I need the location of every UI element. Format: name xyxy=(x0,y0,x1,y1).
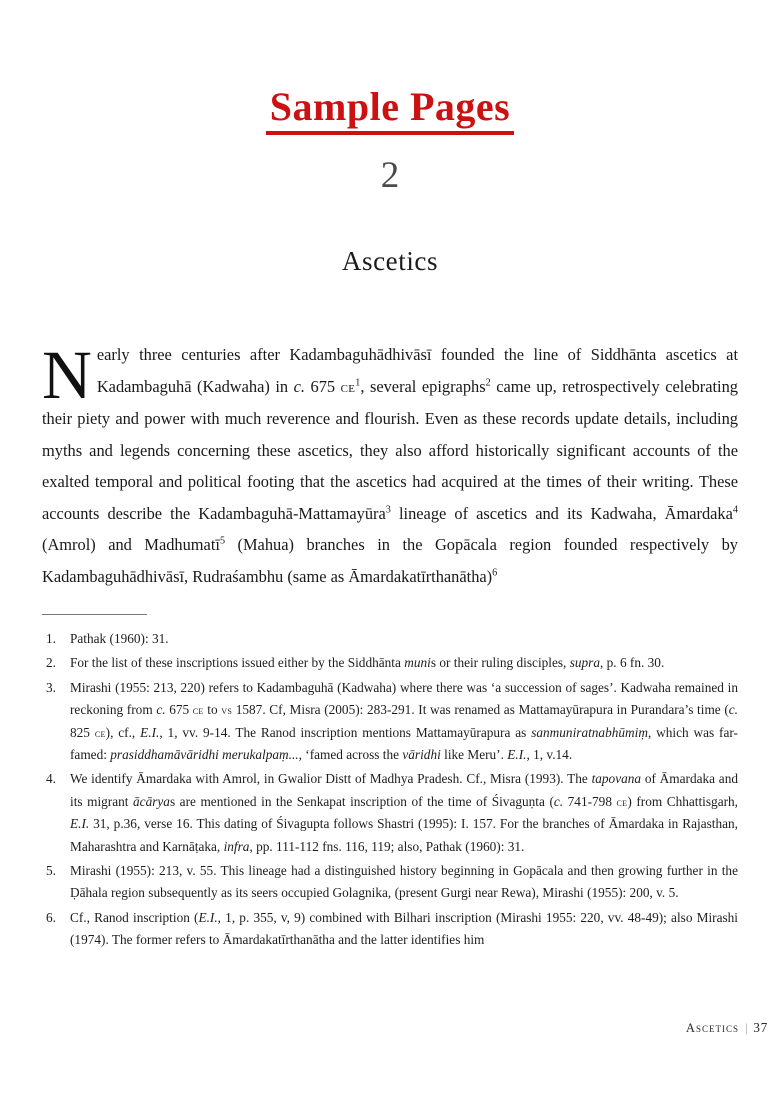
footnote-text: 31, p.36, verse 16. This dating of Śivagupta follows Shastri (1995): I. 157. For the branches of Āmardaka in Rajasthan, Maharashtra and Karnāṭaka, xyxy=(70,816,738,854)
chapter-title: Ascetics xyxy=(341,246,439,276)
footnote-text-italic: muni xyxy=(404,655,431,671)
body-block xyxy=(42,277,738,592)
footnote-text-smallcaps: vs xyxy=(221,703,233,718)
footnote-text: 675 xyxy=(165,702,193,718)
footnote-text: 741-798 xyxy=(563,793,617,809)
running-head: Ascetics xyxy=(685,1021,739,1035)
chapter-number: 2 xyxy=(380,155,400,196)
footnote-text-italic: c. xyxy=(728,702,738,718)
footnote-number: 5. xyxy=(46,863,56,879)
footnote-text: For the list of these inscriptions issued either by the Siddhānta xyxy=(70,655,405,671)
footnote-number: 2. xyxy=(46,655,56,671)
footnote-text-smallcaps: ce xyxy=(94,725,106,740)
footnote-text: ) from Chhattisgarh, xyxy=(627,793,739,809)
body-segment: 675 xyxy=(304,376,341,396)
sample-pages-label: Sample Pages xyxy=(266,86,514,135)
footnote-text: We identify Āmardaka with Amrol, in Gwalior Distt of Madhya Pradesh. Cf., Misra (1993). The xyxy=(70,771,592,787)
footnote-text: , which was far-famed: xyxy=(70,724,738,763)
footer-separator: | xyxy=(744,1021,749,1035)
body-paragraph xyxy=(42,339,738,592)
footnote-number: 1. xyxy=(46,631,56,646)
footnote-text-italic: c. xyxy=(553,793,564,809)
footnote-marker-5: 5 xyxy=(219,535,226,547)
footnote-item xyxy=(42,677,738,767)
footnote-text-italic: E.I. xyxy=(70,816,90,832)
body-segment: early three centuries after Kadambaguhādhivāsī founded the line of Siddhānta ascetics at Kadambaguhā (Kadwaha) in xyxy=(96,345,738,396)
footnote-item xyxy=(42,768,738,858)
footnote-text: Mirashi (1955: 213, 220) refers to Kadambaguhā (Kadwaha) where there was ‘a succession of sages’. Kadwaha remained in reckoning from xyxy=(70,679,738,718)
footnote-text-italic: sanmuniratnabhūmiṃ xyxy=(531,724,648,740)
footnote-text: s are mentioned in the Senkapat inscription of the time of Śivaguṇta ( xyxy=(169,793,554,809)
body-segment: (Amrol) and Madhumatī xyxy=(42,535,220,554)
footnote-text: Cf., Ranod inscription ( xyxy=(70,909,199,925)
footnote-marker-3: 3 xyxy=(385,504,391,516)
body-segment: lineage of ascetics and its Kadwaha, Āmardaka xyxy=(390,503,733,523)
footnote-text-italic: E.I. xyxy=(140,724,160,740)
footnote-text-italic: supra xyxy=(569,655,600,671)
body-segment: came up, retrospectively celebrating their piety and power with much reverence and flourish. Even as these records update details, including myths and legends concerning these ascetics, they also afford historically significant accounts of the exalted temporal and political footing that the ascetics had acquired at the times of their writing. These accounts describe the Kadambaguhā-Mattamayūra xyxy=(42,376,739,523)
footnote-text-italic: infra xyxy=(223,838,250,854)
footnote-number: 3. xyxy=(46,679,56,695)
footnote-list xyxy=(42,615,738,952)
sample-pages-watermark xyxy=(42,0,738,135)
footnote-text: , 1, v.14. xyxy=(526,747,573,763)
footnote-text-italic: tapovana xyxy=(591,771,642,787)
footnote-text-italic: prasiddhamāvāridhi merukalpaṃ... xyxy=(110,747,299,763)
footnote-item xyxy=(42,628,738,650)
footnote-marker-1: 1 xyxy=(355,377,361,389)
footnote-text: Pathak (1960): 31. xyxy=(70,631,169,646)
page-content xyxy=(42,0,738,1108)
footnote-marker-4: 4 xyxy=(732,504,738,516)
footnote-text-italic: c. xyxy=(156,702,166,718)
footnote-text: 1587. Cf, Misra (2005): 283-291. It was renamed as Mattamayūrapura in Purandara’s time ( xyxy=(232,702,729,718)
footnote-text: ), cf., xyxy=(105,724,141,740)
footnote-text: , ‘famed across the xyxy=(298,747,403,763)
footnote-text: 825 xyxy=(70,724,95,740)
footnote-marker-2: 2 xyxy=(485,377,491,389)
footnote-item xyxy=(42,860,738,905)
footnote-text: , pp. 111-112 fns. 116, 119; also, Pathak (1960): 31. xyxy=(249,838,525,854)
footnote-text: like Meru’. xyxy=(440,747,508,763)
footnote-text-italic: ācārya xyxy=(133,793,170,809)
footnote-marker-6: 6 xyxy=(492,567,498,579)
body-segment-italic: c. xyxy=(293,376,305,396)
footnote-text: , 1, p. 355, v, 9) combined with Bilhari inscription (Mirashi 1955: 220, vv. 48-49); also Mirashi (1974). The former refers to Āmardakatīrthanātha and the latter identifies him xyxy=(70,909,738,948)
footnote-text: , p. 6 fn. 30. xyxy=(600,655,665,671)
footnote-text-italic: vāridhi xyxy=(402,747,441,763)
page-number: 37 xyxy=(753,1020,768,1035)
page-footer xyxy=(686,1020,768,1036)
footnote-text: Mirashi (1955): 213, v. 55. This lineage had a distinguished history beginning in Gopācala and then growing further in the Ḍāhala region subsequently as its seers occupied Golagnika, (present Gurgi near Rewa), Mirashi (1955): 200, v. 5. xyxy=(70,863,738,901)
body-segment: (Mahua) branches in the Gopācala region founded respectively by Kadambaguhādhivāsī, Rudraśambhu (same as Āmardakatīrthanātha) xyxy=(42,535,739,586)
drop-cap: N xyxy=(42,337,92,413)
footnote-number: 4. xyxy=(46,771,56,787)
footnote-text: , 1, vv. 9-14. The Ranod inscription mentions Mattamayūrapura as xyxy=(159,724,532,740)
era-abbreviation: ce xyxy=(340,378,356,396)
footnote-text-smallcaps: ce xyxy=(192,703,204,718)
footnote-text-italic: E.I. xyxy=(198,909,218,925)
footnote-text: to xyxy=(203,702,222,718)
footnote-text: of Āmardaka and its migrant xyxy=(70,771,739,809)
footnote-text-italic: E.I. xyxy=(507,747,527,763)
footnote-number: 6. xyxy=(46,909,56,925)
footnote-item xyxy=(42,907,738,952)
footnote-text: s or their ruling disciples, xyxy=(430,655,570,671)
body-segment: , several epigraphs xyxy=(360,376,486,396)
footnote-text-smallcaps: ce xyxy=(616,794,628,809)
footnote-item xyxy=(42,652,738,674)
